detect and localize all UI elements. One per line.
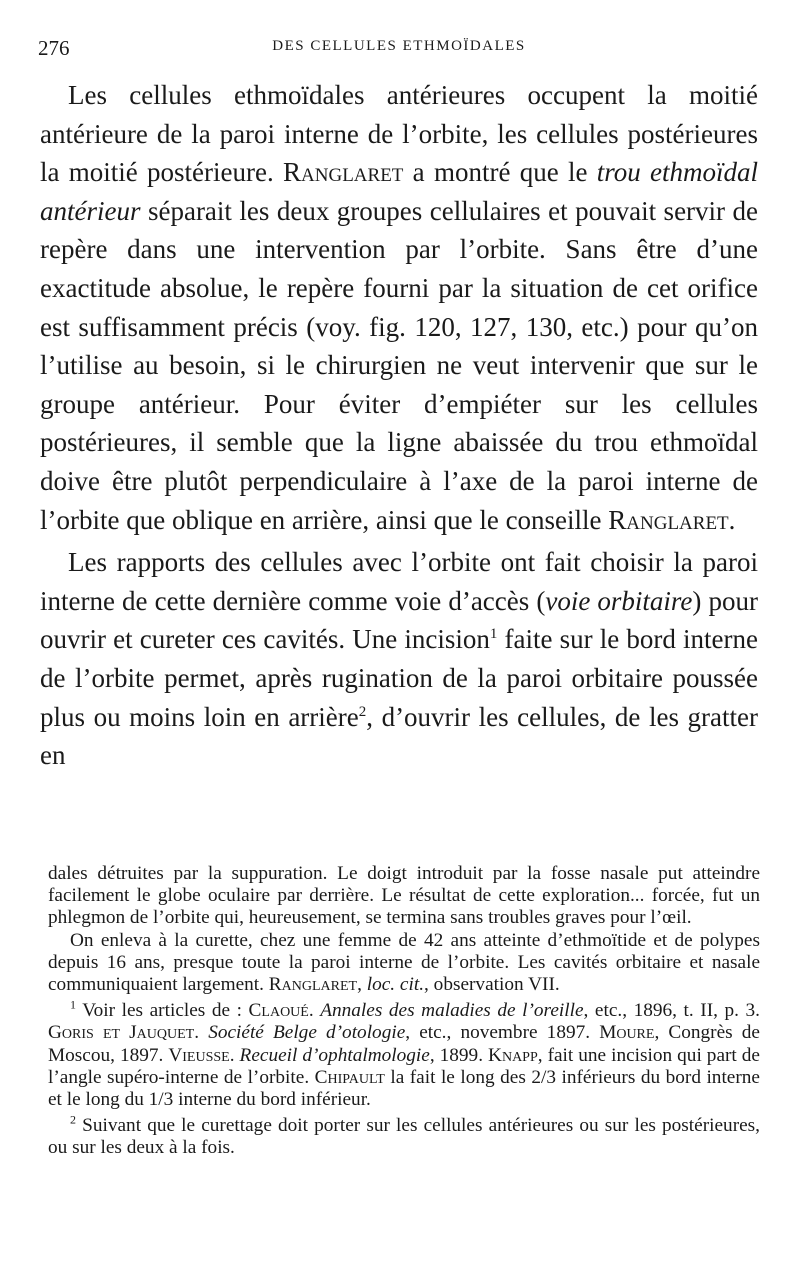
journal-title: Annales des maladies de l’oreille (320, 1000, 584, 1022)
text-run: On enleva à la curette, chez une femme de 42 ans atteinte d’ethmoïtide et de polypes depuis 16 ans, presque toute la paroi interne de l’orbite. Les cavités orbitaire et nasale communiquaient largement. (48, 929, 760, 996)
author-name: Ranglaret (608, 504, 729, 535)
text-run: . (229, 1044, 240, 1066)
author-name: Chipault (314, 1066, 385, 1088)
text-run: Les cellules ethmoïdales antérieures occupent la moitié antérieure de la paroi interne de l’orbite, les cellules postérieures la moitié postérieure. (40, 80, 758, 188)
text-run: la fait le long des 2/3 inférieurs du bord interne et le long du 1/3 interne du bord inférieur. (48, 1066, 760, 1111)
page-header (38, 36, 760, 64)
footnote-number: 2 (70, 1112, 76, 1127)
author-name: Knapp (488, 1044, 538, 1066)
footnote-marker-2: 2 (358, 703, 367, 720)
author-name: Claoué (248, 1000, 309, 1022)
author-name: Ranglaret (283, 157, 404, 188)
text-run: . (308, 1000, 321, 1022)
text-run: ) pour ouvrir et cureter ces cavités. Une incision (40, 585, 758, 655)
running-title: DES CELLULES ETHMOÏDALES (272, 38, 526, 54)
main-text (40, 76, 758, 775)
text-run: Suivant que le curettage doit porter sur les cellules antérieures ou sur les postérieures, ou sur les deux à la fois. (48, 1115, 760, 1159)
footnote-marker-1: 1 (489, 626, 498, 643)
text-run: , 1899. (429, 1044, 489, 1066)
text-run: , etc., novembre 1897. (405, 1022, 600, 1044)
paragraph-1 (40, 76, 758, 539)
footnote-number: 1 (70, 997, 76, 1012)
author-name: Ranglaret (268, 974, 358, 996)
author-name: Vieusse (168, 1044, 230, 1066)
footnote-continuation: dales détruites par la suppuration. Le doigt introduit par la fosse nasale put atteindre facilement le globe oculaire par derrière. Le résultat de cette exploration... forcée, fut un phlegmon de l’orbite qui, heureusement, se termina sans troubles graves pour l’œil. (48, 863, 760, 929)
journal-title: Recueil d’ophtalmologie (239, 1044, 430, 1066)
text-run: séparait les deux groupes cellulaires et pouvait servir de repère dans une intervention par l’orbite. Sans être d’une exactitude absolue, le repère fourni par la situation de cet orifice est suffisamment précis (voy. fig. 120, 127, 130, etc.) pour qu’on l’utilise au besoin, si le chirurgien ne veut intervenir que sur le groupe antérieur. Pour éviter d’empiéter sur les cellules postérieures, il semble que la ligne abaissée du trou ethmoïdal doive être plutôt perpendiculaire à l’axe de la paroi interne de l’orbite que oblique en arrière, ainsi que le conseille (40, 195, 758, 535)
text-run: . (194, 1022, 209, 1044)
text-run: , (357, 974, 367, 996)
text-run: , fait une incision qui part de l’angle supéro-interne de l’orbite. (48, 1044, 760, 1088)
text-run: a montré que le (403, 157, 597, 188)
footnote-1 (48, 997, 760, 1111)
footnote-2 (48, 1112, 760, 1159)
author-name: Goris et Jauquet (48, 1022, 195, 1044)
text-run: , Congrès de Moscou, 1897. (48, 1022, 760, 1066)
footnote-continuation-2 (48, 930, 760, 997)
italic-term: voie orbitaire (545, 585, 693, 616)
text-run: Voir les articles de : (82, 1000, 249, 1022)
journal-title: Société Belge d’otologie (208, 1022, 406, 1044)
text-run: Les rapports des cellules avec l’orbite ont fait choisir la paroi interne de cette dernière comme voie d’accès ( (40, 547, 758, 616)
text-run: , observation VII. (424, 974, 560, 996)
italic-term: trou ethmoïdal antérieur (40, 157, 759, 226)
italic-term: loc. cit. (366, 974, 425, 996)
text-run: faite sur le bord interne de l’orbite permet, après rugination de la paroi orbitaire poussée plus ou moins loin en arrière (40, 624, 758, 732)
author-name: Moure (599, 1022, 655, 1044)
text-run: , d’ouvrir les cellules, de les gratter en (40, 701, 758, 771)
footnotes (48, 863, 760, 1160)
paragraph-2 (40, 543, 758, 775)
text-run: , etc., 1896, t. II, p. 3. (583, 1000, 760, 1022)
page-number: 276 (38, 36, 70, 60)
text-run: . (728, 504, 736, 535)
